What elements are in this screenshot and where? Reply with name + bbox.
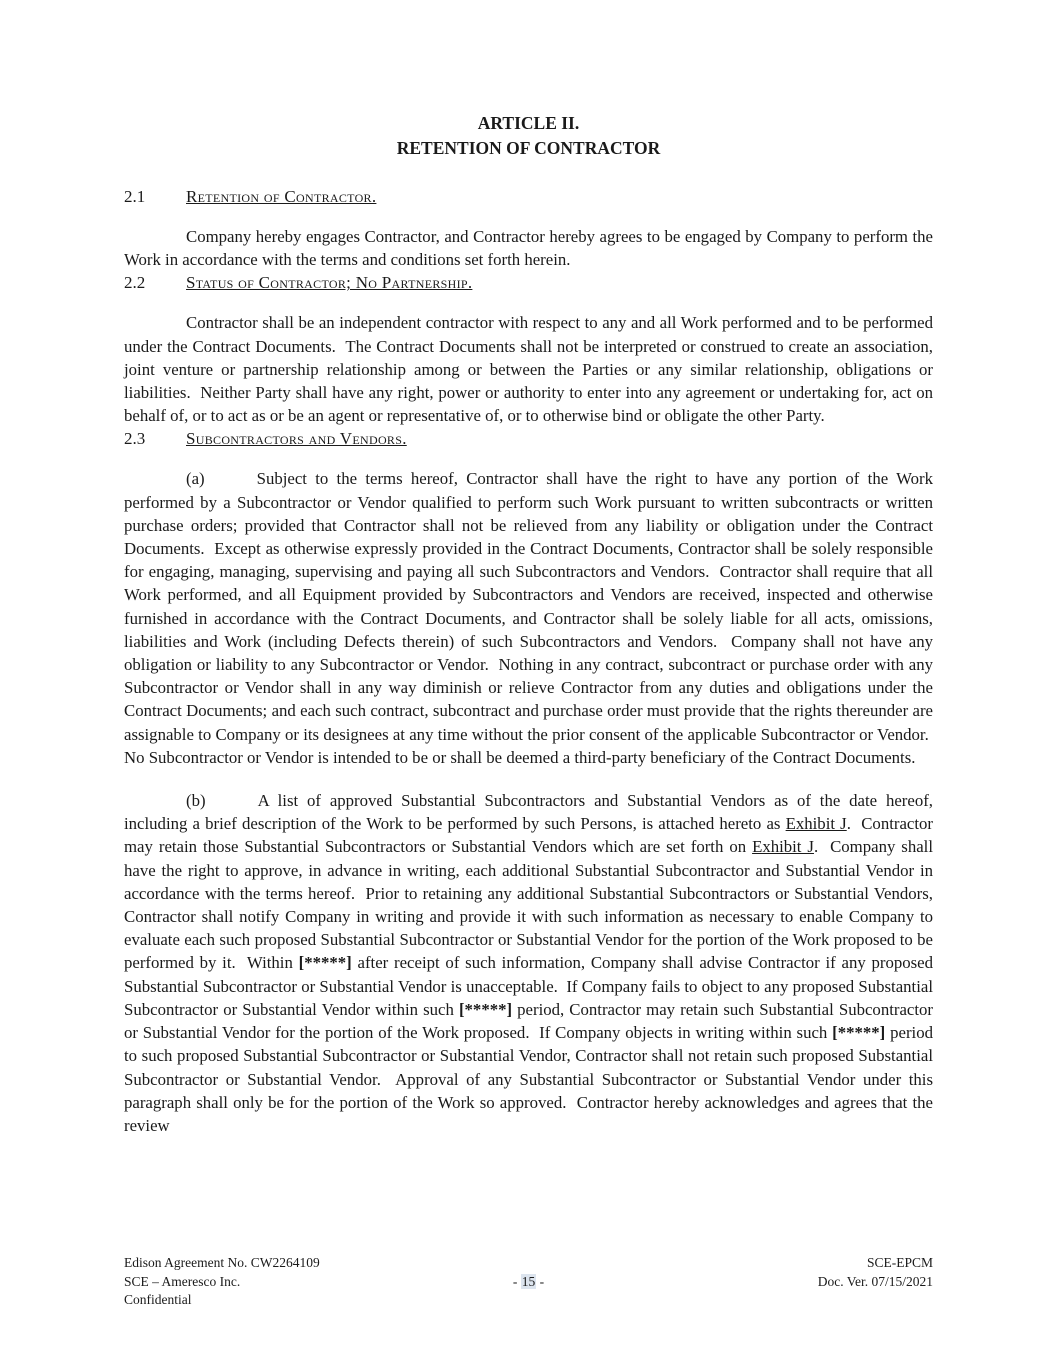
section-heading-2-3: [124, 427, 933, 450]
paragraph-2-3-a: (a) Subject to the terms hereof, Contractor shall have the right to have any portion of the Work performed by a Subcontractor or Vendor qualified to perform such Work pursuant to written subcontracts or written purchase orders; provided that Contractor shall not be relieved from any liability or obligation under the Contract Documents. Except as otherwise expressly provided in the Contract Documents, Contractor shall be solely responsible for engaging, managing, supervising and paying all such Subcontractors and Vendors. Contractor shall require that all Work performed, and all Equipment provided by Subcontractors and Vendors are received, inspected and otherwise furnished in accordance with the Contract Documents, and Contractor shall be solely liable for all acts, omissions, liabilities and Work (including Defects therein) of such Subcontractors and Vendors. Company shall not have any obligation or liability to any Subcontractor or Vendor. Nothing in any contract, subcontract or purchase order with any Subcontractor or Vendor shall in any way diminish or relieve Contractor from any duties and obligations under the Contract Documents; and each such contract, subcontract and purchase order must provide that the rights thereunder are assignable to Company or its designees at any time without the prior consent of the applicable Subcontractor or Vendor. No Subcontractor or Vendor is intended to be or shall be deemed a third-party beneficiary of the Contract Documents.: [124, 469, 933, 767]
section-number: 2.1: [124, 187, 146, 206]
page-number: - 15 -: [512, 1273, 545, 1289]
footer-parties: SCE – Ameresco Inc.: [124, 1273, 241, 1289]
paragraph-2-1: Company hereby engages Contractor, and Contractor hereby agrees to be engaged by Company to perform the Work in accordance with the terms and conditions set forth herein.: [124, 227, 933, 270]
section-2-2: [124, 271, 933, 427]
section-heading-2-2: [124, 271, 933, 294]
paragraph-2-2: Contractor shall be an independent contractor with respect to any and all Work performed and to be performed under the Contract Documents. The Contract Documents shall not be interpreted or construed to create an association, joint venture or partnership relationship among or between the Parties or any similar relationship, obligations or liabilities. Neither Party shall have any right, power or authority to enter into any agreement or undertaking for, act on behalf of, or to act as or be an agent or representative of, or to otherwise bind or obligate the other Party.: [124, 313, 933, 426]
section-number: 2.2: [124, 273, 146, 293]
footer-doc-type: SCE-EPCM: [866, 1255, 933, 1270]
section-heading-2-1: [124, 185, 933, 208]
footer-right: [818, 1254, 933, 1291]
section-2-3: [124, 427, 933, 1137]
page-content: [124, 111, 933, 1137]
paragraph-2-3-b: (b) A list of approved Substantial Subcontractors and Substantial Vendors as of the date hereof, including a brief description of the Work to be performed by such Persons, is attached hereto as Exhibit J. Contractor may retain those Substantial Subcontractors or Substantial Vendors which are set forth on Exhibit J. Company shall have the right to approve, in advance in writing, each additional Substantial Subcontractor and Substantial Vendor in accordance with the terms hereof. Prior to retaining any additional Substantial Subcontractors or Substantial Vendors, Contractor shall notify Company in writing and provide it with such information as necessary to enable Company to evaluate each such proposed Substantial Subcontractor or Substantial Vendor for the portion of the Work proposed to be performed by it. Within [*****] after receipt of such information, Company shall advise Contractor if any proposed Substantial Subcontractor or Substantial Vendor is unacceptable. If Company fails to object to any proposed Substantial Subcontractor or Substantial Vendor within such [*****] period, Contractor may retain such Substantial Subcontractor or Substantial Vendor for the portion of the Work proposed. If Company objects in writing within such [*****] period to such proposed Substantial Subcontractor or Substantial Vendor, Contractor shall not retain such proposed Substantial Subcontractor or Substantial Vendor. Approval of any Substantial Subcontractor or Substantial Vendor under this paragraph shall only be for the portion of the Work so approved. Contractor hereby acknowledges and agrees that the review: [124, 791, 934, 1135]
section-title: Status of Contractor; No Partnership.: [186, 273, 473, 293]
footer-agreement-number: Edison Agreement No. CW2264109: [124, 1255, 320, 1270]
article-title: ARTICLE II.: [477, 113, 580, 133]
page-footer: [124, 1254, 933, 1314]
footer-confidential-label: Confidential: [124, 1292, 192, 1307]
section-2-1: [124, 185, 933, 271]
section-title: Retention of Contractor.: [186, 187, 377, 206]
section-number: 2.3: [124, 429, 146, 449]
footer-doc-version: Doc. Ver. 07/15/2021: [817, 1273, 933, 1289]
article-subtitle: RETENTION OF CONTRACTOR: [396, 138, 661, 158]
section-title: Subcontractors and Vendors.: [186, 429, 407, 449]
